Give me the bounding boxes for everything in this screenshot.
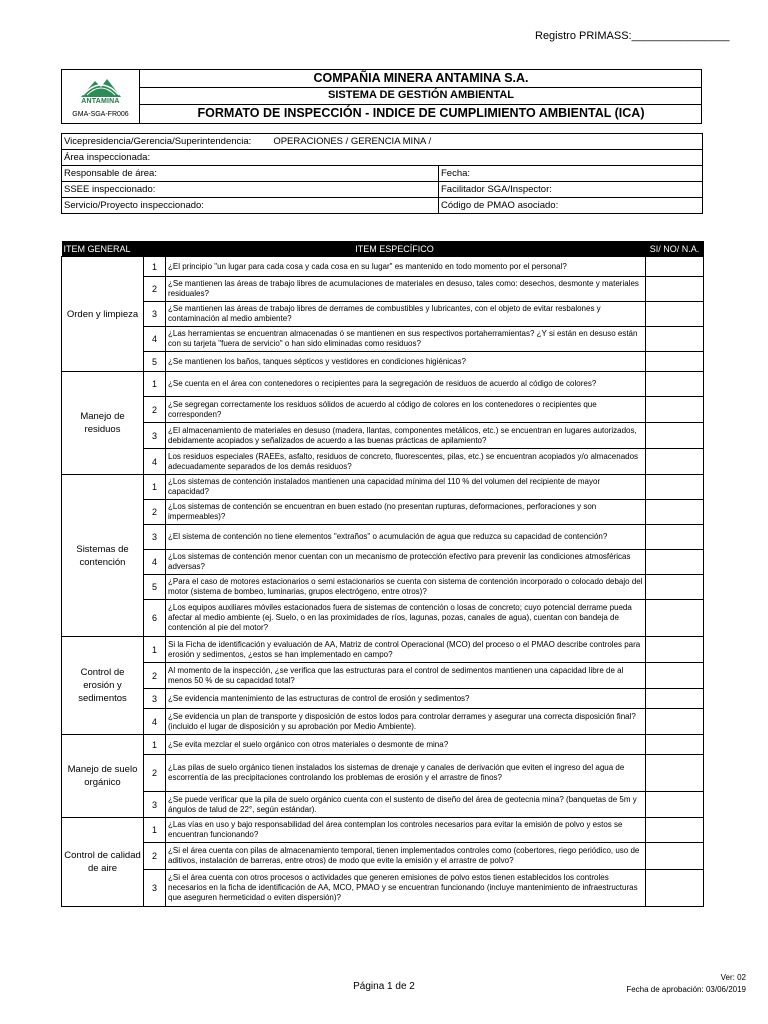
answer-cell[interactable]	[646, 870, 704, 907]
item-number: 3	[144, 689, 166, 709]
item-text: Si la Ficha de identificación y evaluación de AA, Matriz de control Operacional (MCO) del proceso o el PMAO describe controles para erosión y sedimentos, ¿estos se han implementado en campo?	[166, 637, 646, 663]
answer-cell[interactable]	[646, 843, 704, 870]
answer-cell[interactable]	[646, 689, 704, 709]
item-text: ¿Los sistemas de contención menor cuentan con un mecanismo de protección efectivo para prevenir las condiciones atmosféricas adversas?	[166, 550, 646, 575]
item-number: 2	[144, 663, 166, 689]
item-number: 3	[144, 525, 166, 550]
facilitador-field[interactable]	[439, 182, 703, 198]
item-number: 4	[144, 449, 166, 475]
ssee-label: SSEE inspeccionado:	[64, 184, 156, 195]
item-number: 2	[144, 277, 166, 302]
col-header-general: ITEM GENERAL	[62, 241, 144, 257]
group-sistemas-contencion: Sistemas de contención	[62, 475, 144, 637]
answer-cell[interactable]	[646, 277, 704, 302]
item-text: ¿Se mantienen las áreas de trabajo libres de acumulaciones de materiales en desuso, tales como: desechos, desmonte y materiales residuales?	[166, 277, 646, 302]
item-text: ¿Se evidencia un plan de transporte y disposición de estos lodos para controlar derrames y asegurar una correcta disposición final? (incluido el lugar de disposición y su aprobación por Medio Ambiente).	[166, 709, 646, 735]
answer-cell[interactable]	[646, 327, 704, 352]
item-number: 2	[144, 755, 166, 792]
answer-cell[interactable]	[646, 449, 704, 475]
item-number: 1	[144, 637, 166, 663]
servicio-field[interactable]	[62, 198, 439, 214]
approval-date: Fecha de aprobación: 03/06/2019	[626, 985, 746, 994]
fecha-field[interactable]	[439, 166, 703, 182]
item-text: ¿El almacenamiento de materiales en desuso (madera, llantas, componentes metálicos, etc.) se encuentran en lugares autorizados, debidamente acopiados y señalizados de acuerdo a las buenas prácticas de apilamiento?	[166, 423, 646, 449]
item-text: ¿El principio "un lugar para cada cosa y cada cosa en su lugar" es mantenido en todo momento por el personal?	[166, 257, 646, 277]
item-number: 4	[144, 327, 166, 352]
fecha-label: Fecha:	[441, 168, 471, 179]
col-header-especifico: ITEM ESPECÍFICO	[144, 241, 646, 257]
item-number: 3	[144, 302, 166, 327]
pmao-field[interactable]	[439, 198, 703, 214]
answer-cell[interactable]	[646, 397, 704, 423]
version-info	[626, 972, 746, 996]
registro-primass: Registro PRIMASS:________________	[535, 30, 730, 42]
item-number: 5	[144, 352, 166, 372]
item-text: Los residuos especiales (RAEEs, asfalto, residuos de concreto, fluorescentes, pilas, etc.) se encuentran acopiados y/o almacenados adecuadamente separados de los demás residuos?	[166, 449, 646, 475]
item-number: 2	[144, 397, 166, 423]
responsable-label: Responsable de área:	[64, 168, 157, 179]
answer-cell[interactable]	[646, 500, 704, 525]
group-orden-limpieza: Orden y limpieza	[62, 257, 144, 372]
system-name: SISTEMA DE GESTIÓN AMBIENTAL	[140, 87, 702, 105]
answer-cell[interactable]	[646, 423, 704, 449]
form-code: GMA-SGA-FR006	[72, 111, 129, 118]
inspection-table	[61, 241, 704, 907]
answer-cell[interactable]	[646, 735, 704, 755]
area-label: Área inspeccionada:	[64, 152, 151, 163]
answer-cell[interactable]	[646, 792, 704, 818]
item-number: 4	[144, 550, 166, 575]
item-text: ¿Para el caso de motores estacionarios o semi estacionarios se cuenta con sistema de contención incorporado o colocado debajo del motor (sistema de bombeo, luminarias, grupos electrógeno, entre otros)?	[166, 575, 646, 600]
item-number: 6	[144, 600, 166, 637]
pmao-label: Código de PMAO asociado:	[441, 200, 559, 211]
info-table	[61, 133, 703, 214]
form-title: FORMATO DE INSPECCIÓN - INDICE DE CUMPLIMIENTO AMBIENTAL (ICA)	[197, 106, 645, 120]
form-header	[61, 69, 702, 124]
vp-label: Vicepresidencia/Gerencia/Superintendencia:	[64, 136, 252, 147]
item-number: 3	[144, 870, 166, 907]
answer-cell[interactable]	[646, 372, 704, 397]
group-control-erosion: Control de erosión y sedimentos	[62, 637, 144, 735]
answer-cell[interactable]	[646, 302, 704, 327]
col-header-answer: SI/ NO/ N.A.	[646, 241, 704, 257]
answer-cell[interactable]	[646, 575, 704, 600]
answer-cell[interactable]	[646, 663, 704, 689]
item-text: ¿Los equipos auxiliares móviles estacionados fuera de sistemas de contención o losas de concreto; cuyo potencial derrame pueda afectar al medio ambiente (ej. Suelo, o en las proximidades de ríos, lagunas, pozas, canales de agua), cuentan con bandeja de contención al pie del motor?	[166, 600, 646, 637]
item-text: ¿Se segregan correctamente los residuos sólidos de acuerdo al código de colores en los contenedores o recipientes que corresponden?	[166, 397, 646, 423]
item-text: ¿Se cuenta en el área con contenedores o recipientes para la segregación de residuos de acuerdo al código de colores?	[166, 372, 646, 397]
group-manejo-residuos: Manejo de residuos	[62, 372, 144, 475]
answer-cell[interactable]	[646, 475, 704, 500]
item-text: ¿Las herramientas se encuentran almacenadas ó se mantienen en sus respectivos portaherramientas? ¿Y si están en desuso están con su tarjeta "fuera de servicio" o han sido eliminadas como residuos?	[166, 327, 646, 352]
version-label: Ver: 02	[720, 973, 746, 982]
answer-cell[interactable]	[646, 257, 704, 277]
item-number: 3	[144, 792, 166, 818]
facilitador-label: Facilitador SGA/Inspector:	[441, 184, 552, 195]
responsable-field[interactable]	[62, 166, 439, 182]
answer-cell[interactable]	[646, 550, 704, 575]
item-number: 2	[144, 500, 166, 525]
item-text: ¿Se mantienen las áreas de trabajo libres de derrames de combustibles y lubricantes, con el objeto de evitar resbalones y contaminación al medio ambiente?	[166, 302, 646, 327]
item-number: 1	[144, 372, 166, 397]
answer-cell[interactable]	[646, 600, 704, 637]
item-number: 3	[144, 423, 166, 449]
answer-cell[interactable]	[646, 352, 704, 372]
item-text: ¿Se evidencia mantenimiento de las estructuras de control de erosión y sedimentos?	[166, 689, 646, 709]
item-number: 1	[144, 475, 166, 500]
answer-cell[interactable]	[646, 709, 704, 735]
vp-value: OPERACIONES / GERENCIA MINA /	[273, 136, 432, 147]
item-text: ¿Las vías en uso y bajo responsabilidad del área contemplan los controles necesarios para evitar la emisión de polvo y estos se encuentran funcionando?	[166, 818, 646, 843]
item-text: ¿Se puede verificar que la pila de suelo orgánico cuenta con el sustento de diseño del área de geotecnia mina? (banquetas de 5m y ángulos de talud de 22°, según estándar).	[166, 792, 646, 818]
item-text: ¿Los sistemas de contención instalados mantienen una capacidad mínima del 110 % del volumen del recipiente de mayor capacidad?	[166, 475, 646, 500]
answer-cell[interactable]	[646, 818, 704, 843]
page-number: Página 1 de 2	[353, 981, 415, 992]
company-logo	[62, 70, 140, 123]
item-text: ¿Los sistemas de contención se encuentran en buen estado (no presentan rupturas, deformaciones, perforaciones y son impermeables)?	[166, 500, 646, 525]
vp-field[interactable]	[62, 134, 703, 150]
answer-cell[interactable]	[646, 525, 704, 550]
item-text: ¿Se mantienen los baños, tanques sépticos y vestidores en condiciones higiénicas?	[166, 352, 646, 372]
item-number: 5	[144, 575, 166, 600]
item-text: ¿Si el área cuenta con pilas de almacenamiento temporal, tienen implementados controles como (cobertores, riego periódico, uso de aditivos, instalación de barreras, entre otros) de modo que evite la emisión y el arrastre de polvo?	[166, 843, 646, 870]
item-number: 1	[144, 257, 166, 277]
servicio-label: Servicio/Proyecto inspeccionado:	[64, 200, 204, 211]
company-name: COMPAÑIA MINERA ANTAMINA S.A.	[140, 70, 702, 88]
group-suelo-organico: Manejo de suelo orgánico	[62, 735, 144, 818]
item-number: 1	[144, 818, 166, 843]
item-number: 1	[144, 735, 166, 755]
item-number: 4	[144, 709, 166, 735]
group-calidad-aire: Control de calidad de aire	[62, 818, 144, 907]
answer-cell[interactable]	[646, 755, 704, 792]
area-field[interactable]	[62, 150, 703, 166]
item-text: ¿Se evita mezclar el suelo orgánico con otros materiales o desmonte de mina?	[166, 735, 646, 755]
answer-cell[interactable]	[646, 637, 704, 663]
item-text: ¿El sistema de contención no tiene elementos "extraños" o acumulación de agua que reduzca su capacidad de contención?	[166, 525, 646, 550]
item-text: ¿Las pilas de suelo orgánico tienen instalados los sistemas de drenaje y canales de derivación que eviten el ingreso del agua de escorrentía de las precipitaciones controlando los problemas de erosión y el arrastre de finos?	[166, 755, 646, 792]
mountain-logo-icon	[79, 73, 123, 99]
ssee-field[interactable]	[62, 182, 439, 198]
item-text: Al momento de la inspección, ¿se verifica que las estructuras para el control de sedimentos mantienen una capacidad libre de al menos 50 % de su capacidad total?	[166, 663, 646, 689]
logo-text: ANTAMINA	[81, 98, 120, 105]
item-text: ¿Si el área cuenta con otros procesos o actividades que generen emisiones de polvo estos tienen establecidos los controles necesarios en la ficha de identificación de AA, MCO, PMAO y se encuentran funcionando (incluye mantenimiento de infraestructuras que aseguren hermeticidad o eviten dispersión)?	[166, 870, 646, 907]
item-number: 2	[144, 843, 166, 870]
